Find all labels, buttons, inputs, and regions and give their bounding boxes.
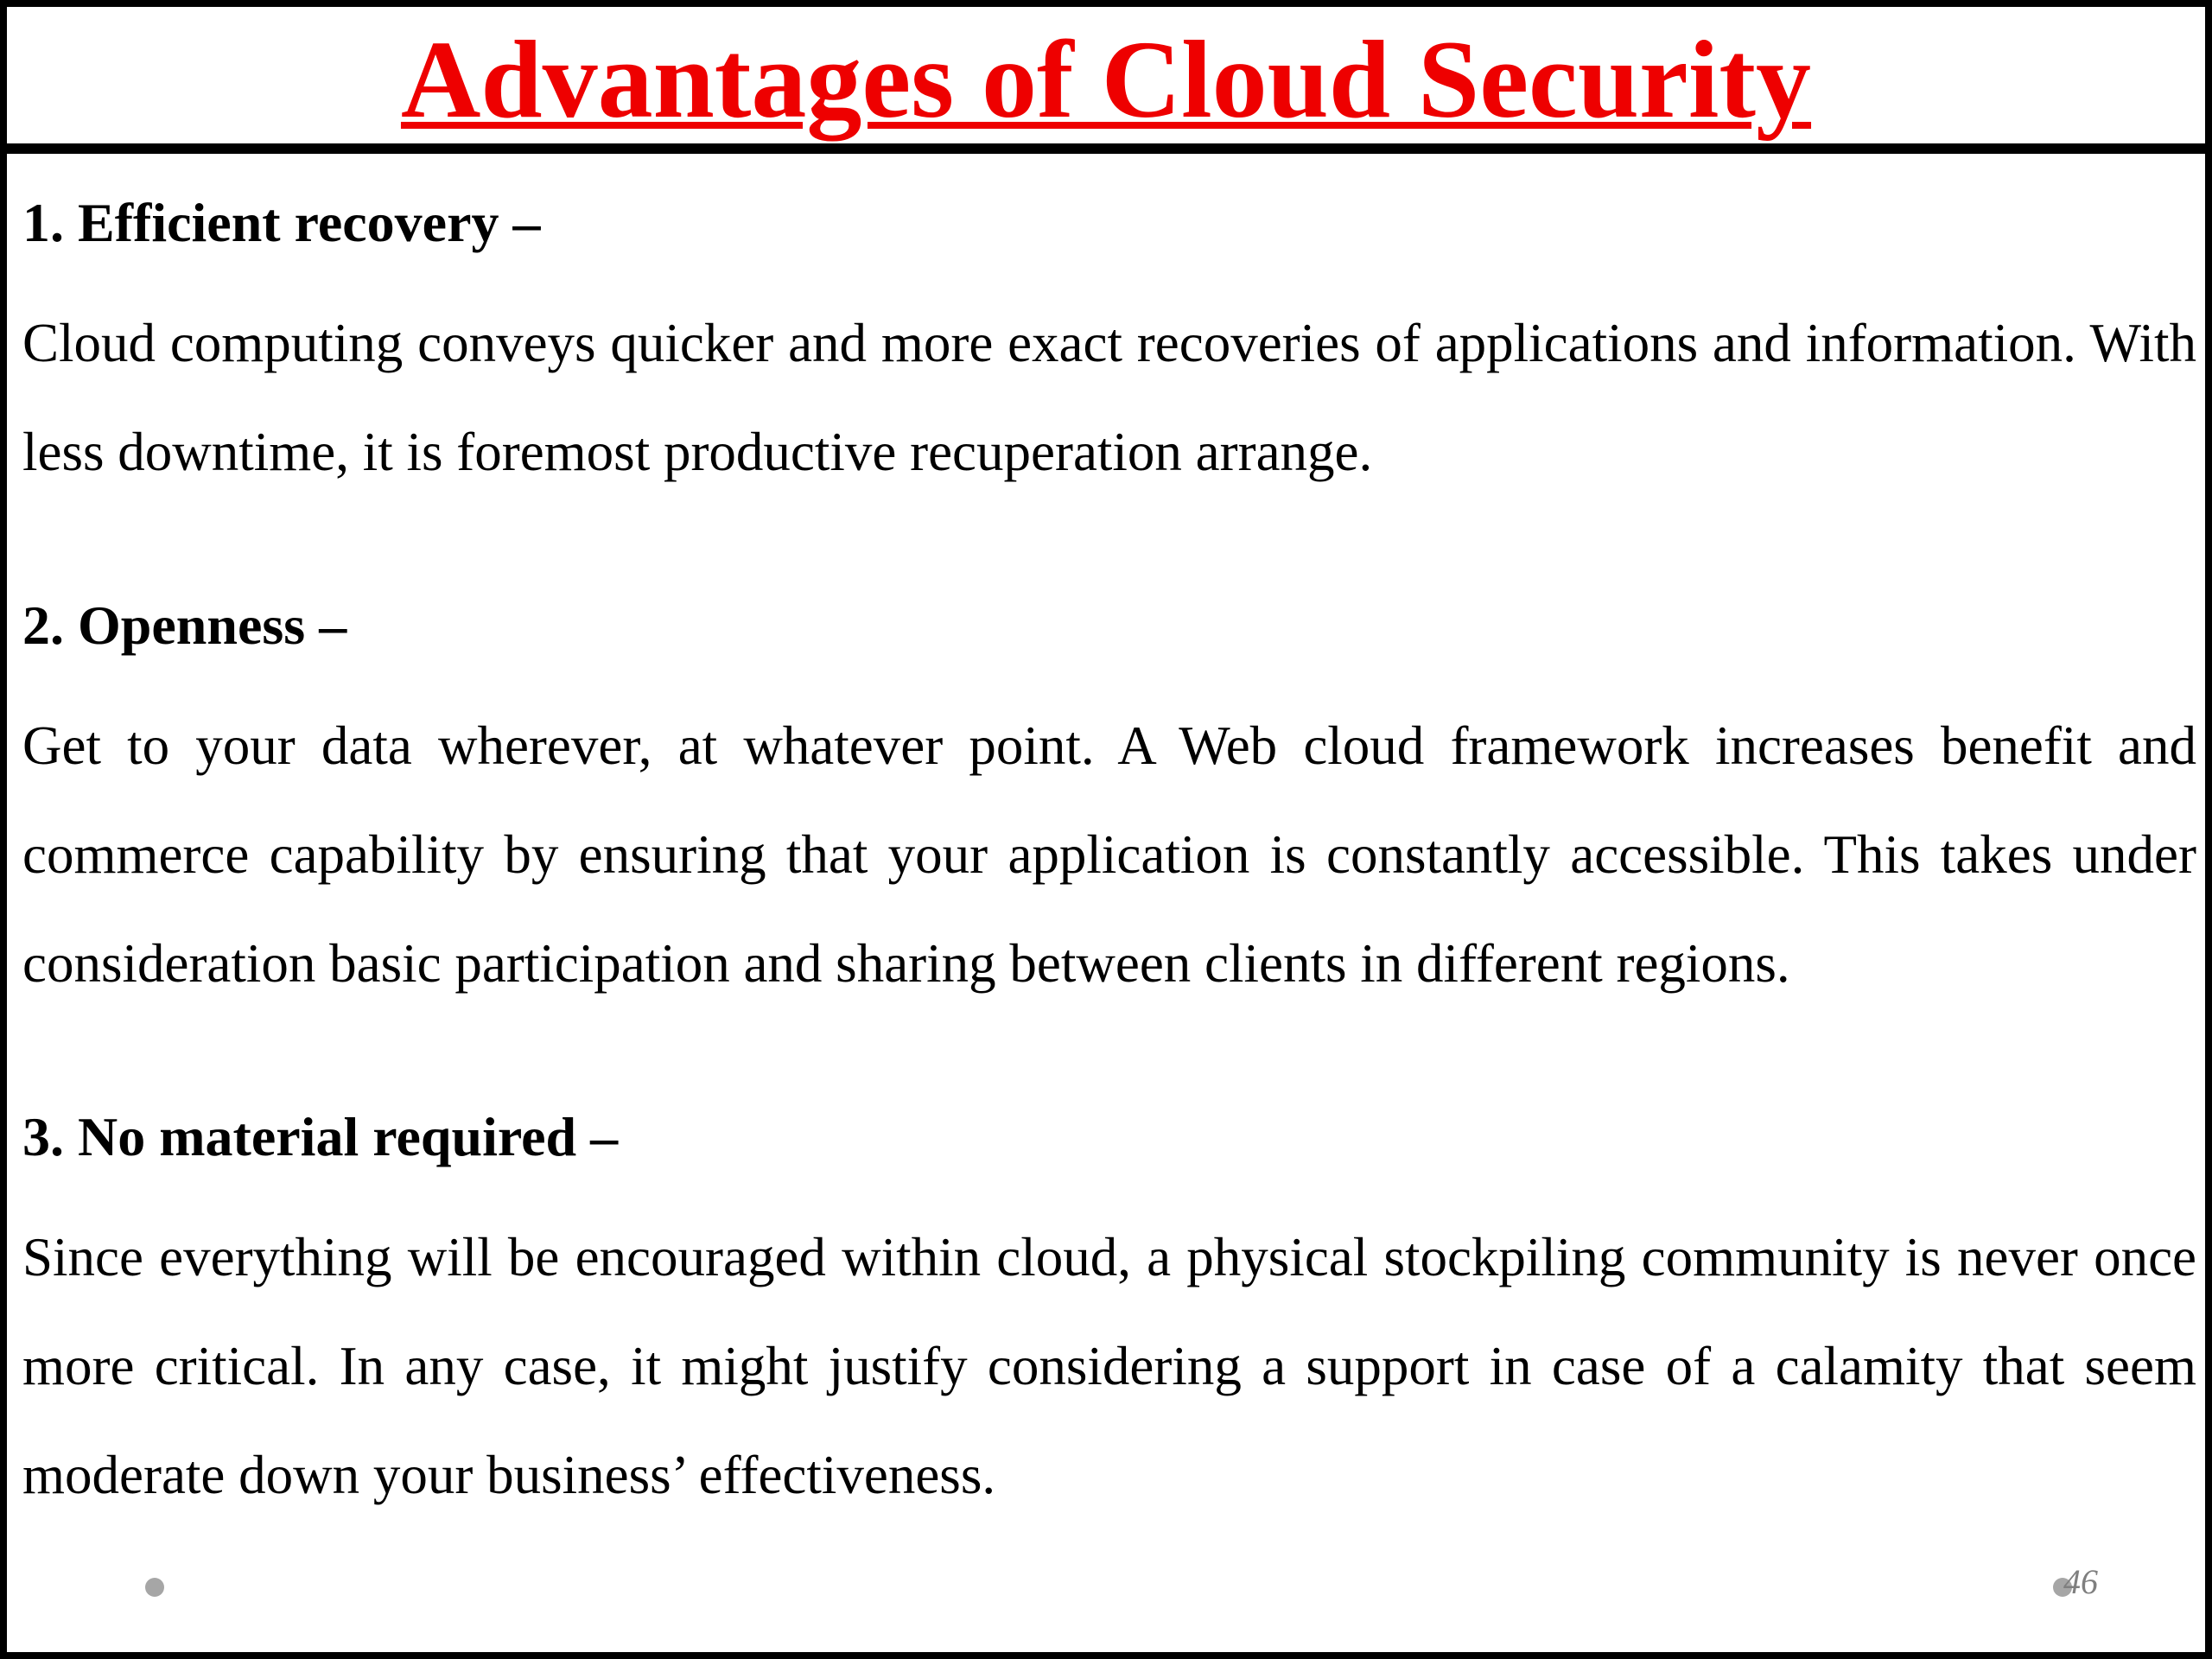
section-body: Since everything will be encouraged within cloud, a physical stockpiling community is never once more critical. In any case, it might justify considering a support in case of a calamity that seem moderate down your business’ effectiveness. <box>22 1227 2196 1505</box>
slide-title: Advantages of Cloud Security <box>400 18 1812 141</box>
section-heading: 1. Efficient recovery – <box>22 192 541 253</box>
section-no-material-required <box>22 1094 2196 1529</box>
section-heading: 3. No material required – <box>22 1106 619 1167</box>
page-number: 46 <box>2063 1562 2098 1601</box>
section-body: Cloud computing conveys quicker and more exact recoveries of applications and information. With less downtime, it is foremost productive recuperation arrange. <box>22 313 2196 482</box>
section-openness <box>22 582 2196 1018</box>
decorative-dot-left <box>145 1578 164 1597</box>
section-efficient-recovery <box>22 180 2196 506</box>
slide-content <box>22 180 2196 1529</box>
section-heading: 2. Openness – <box>22 594 347 656</box>
section-body: Get to your data wherever, at whatever point. A Web cloud framework increases benefit and commerce capability by ensuring that your application is constantly accessible. This takes under consideration basic participation and sharing between clients in different regions. <box>22 715 2196 994</box>
title-bar <box>7 7 2205 154</box>
